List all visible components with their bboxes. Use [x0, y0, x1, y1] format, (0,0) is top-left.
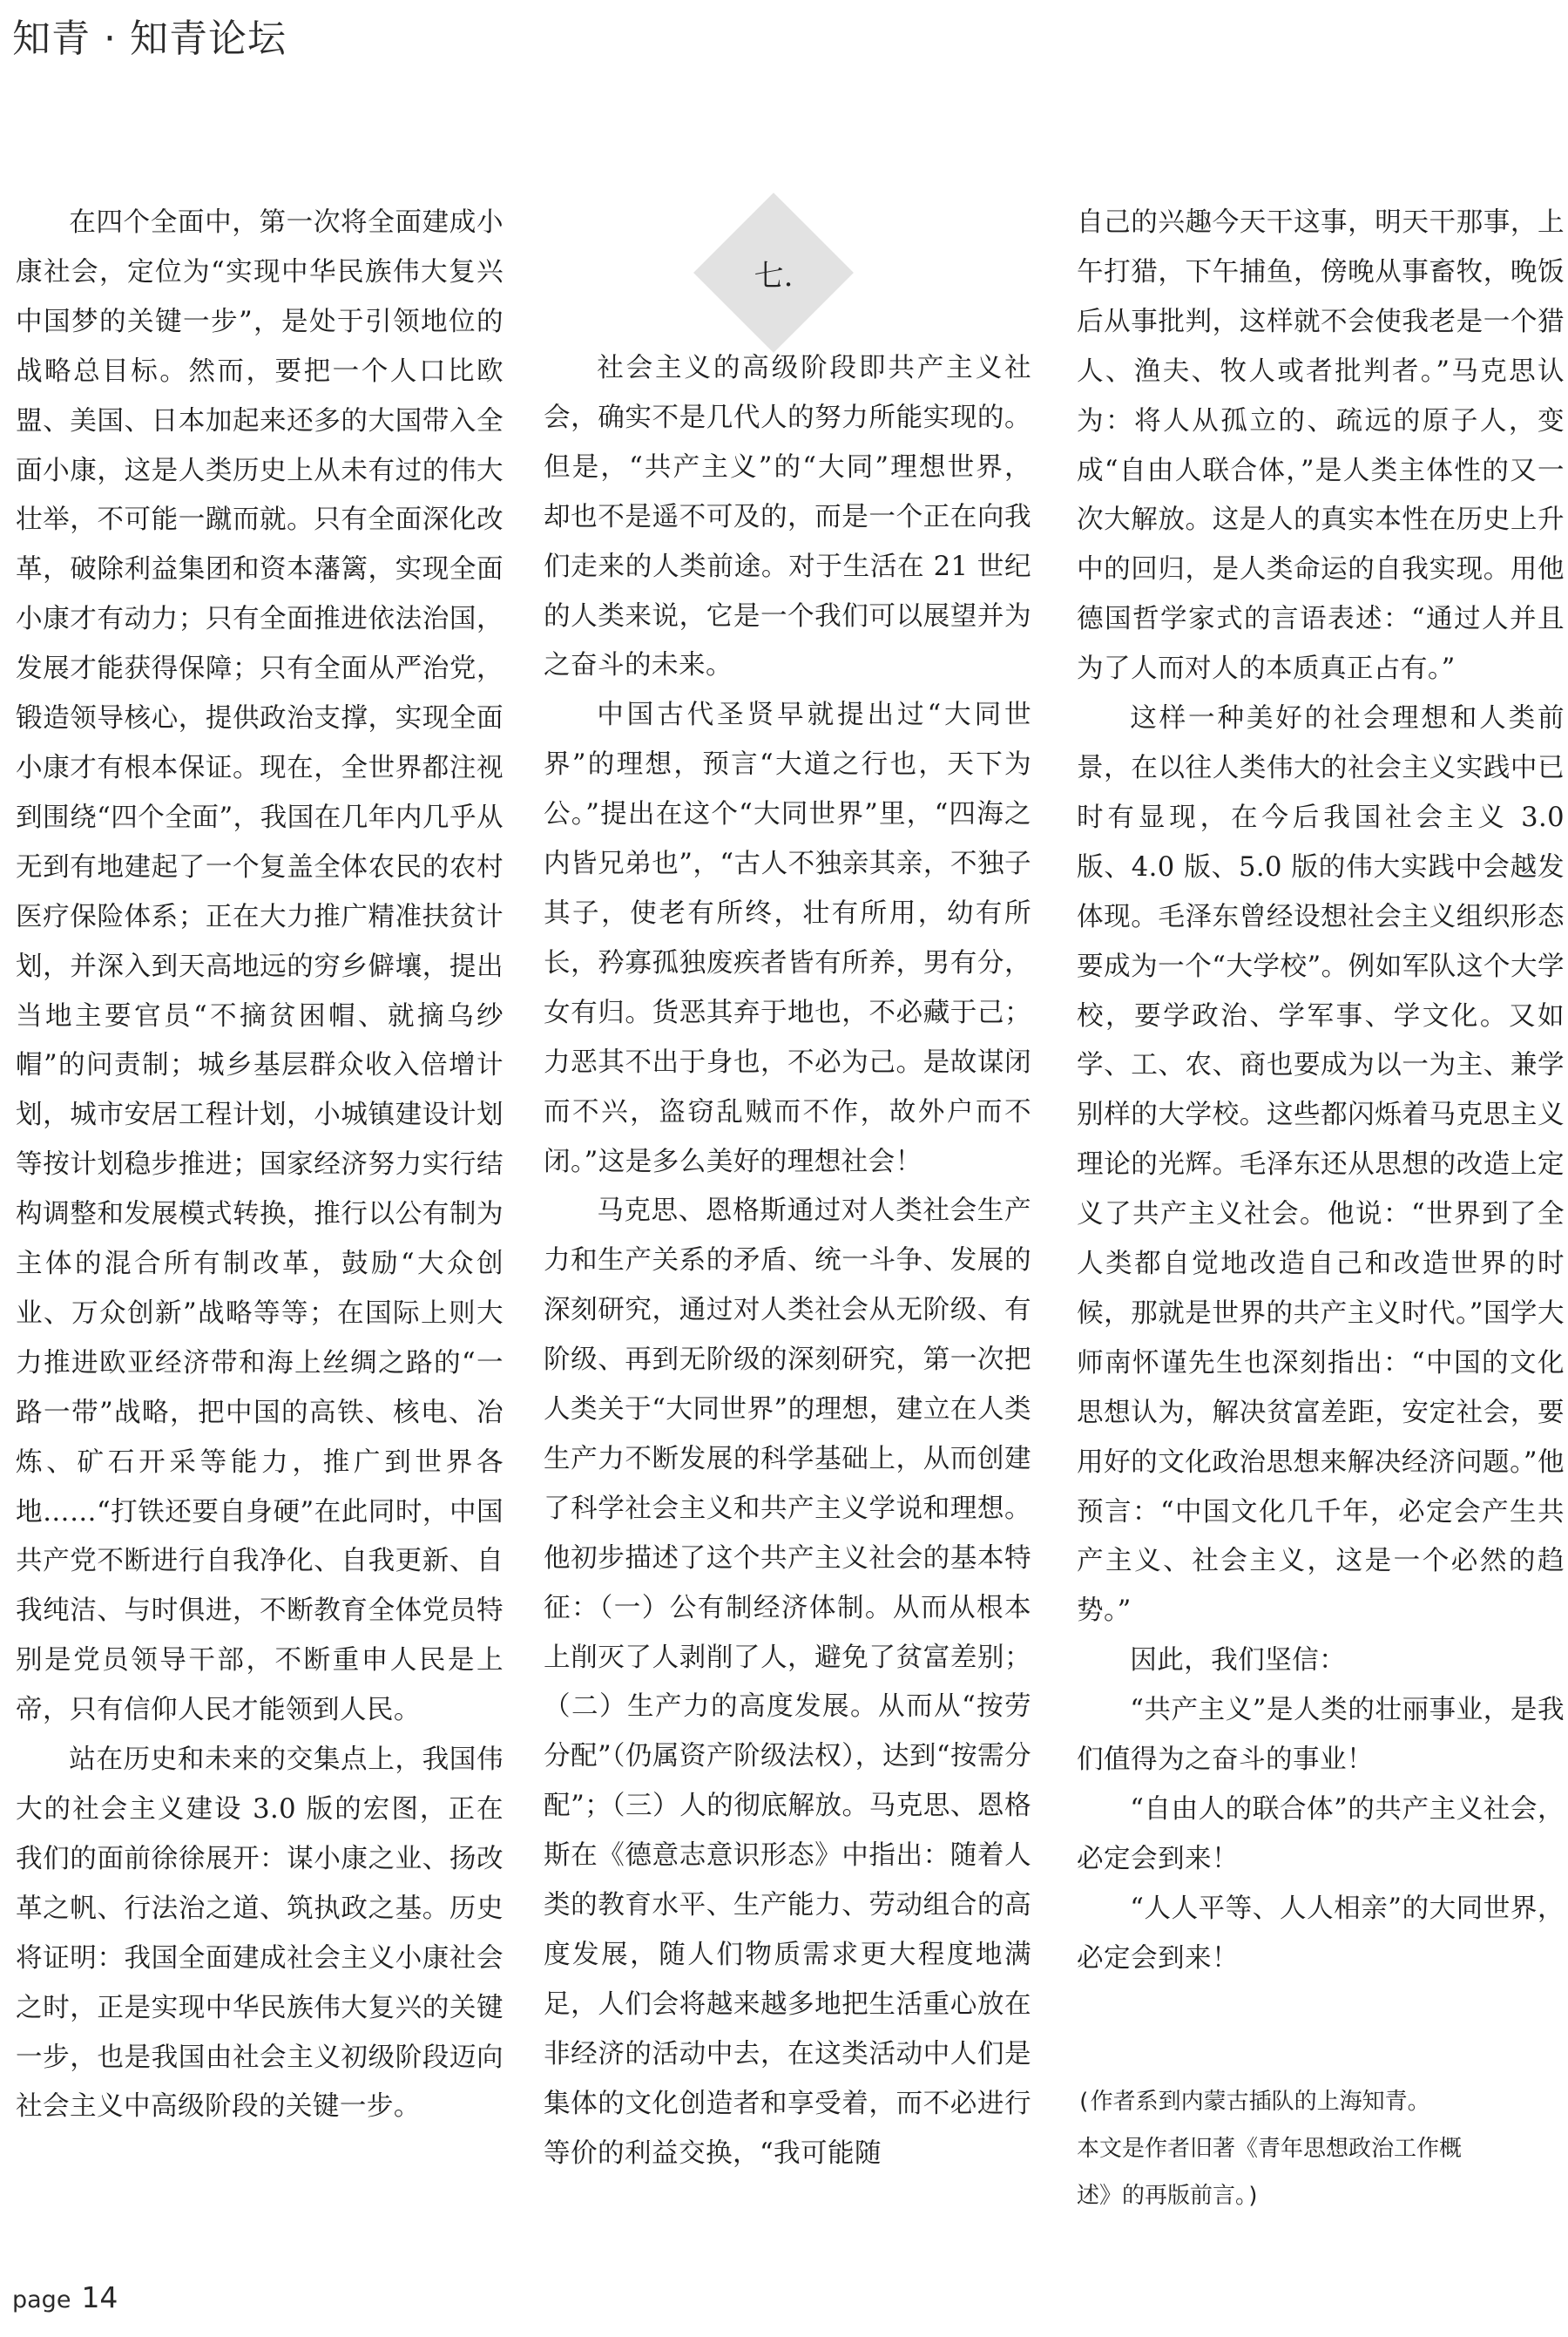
article-column-left: [16, 199, 504, 2132]
author-note: [1077, 2078, 1565, 2219]
paragraph: “自由人的联合体”的共产主义社会，必定会到来！: [1077, 1794, 1565, 1874]
section-number: 七.: [754, 258, 794, 294]
paragraph: 自己的兴趣今天干这事，明天干那事，上午打猎，下午捕鱼，傍晚从事畜牧，晚饭后从事批判，这样就不会使我老是一个猎人、渔夫、牧人或者批判者。”马克思认为：将人从孤立的、疏远的原子人，变成“自由人联合体，”是人类主体性的又一次大解放。这是人的真实本性在历史上升中的回归，是人类命运的自我实现。用他德国哲学家式的言语表述：“通过人并且为了人而对人的本质真正占有。”: [1077, 207, 1565, 685]
paragraph: 马克思、恩格斯通过对人类社会生产力和生产关系的矛盾、统一斗争、发展的深刻研究，通过对人类社会从无阶级、有阶级、再到无阶级的深刻研究，第一次把人类关于“大同世界”的理想，建立在人类生产力不断发展的科学基础上，从而创建了科学社会主义和共产主义学说和理想。他初步描述了这个共产主义社会的基本特征：（一）公有制经济体制。从而从根本上削灭了人剥削了人，避免了贫富差别；（二）生产力的高度发展。从而从“按劳分配”（仍属资产阶级法权），达到“按需分配”；（三）人的彻底解放。马克思、恩格斯在《德意志意识形态》中指出：随着人类的教育水平、生产能力、劳动组合的高度发展，随人们物质需求更大程度地满足，人们会将越来越多地把生活重心放在非经济的活动中去，在这类活动中人们是集体的文化创造者和享受着，而不必进行等价的利益交换，“我可能随: [544, 1196, 1031, 2169]
page-number: 14: [81, 2280, 118, 2314]
page-label: page: [12, 2286, 71, 2313]
paragraph: 因此，我们坚信：: [1130, 1645, 1347, 1677]
author-note-line: 本文是作者旧著《青年思想政治工作概: [1077, 2136, 1463, 2162]
paragraph: 中国古代圣贤早就提出过“大同世界”的理想，预言“大道之行也，天下为公。”提出在这个“大同世界”里，“四海之内皆兄弟也”，“古人不独亲其亲，不独子其子，使老有所终，壮有所用，幼有所长，矜寡孤独废疾者皆有所养，男有分，女有归。货恶其弃于地也，不必藏于己；力恶其不出于身也，不必为己。是故谋闭而不兴，盗窃乱贼而不作，故外户而不闭。”这是多么美好的理想社会！: [544, 700, 1031, 1177]
author-note-line: 述》的再版前言。): [1077, 2183, 1260, 2209]
paragraph: 这样一种美好的社会理想和人类前景，在以往人类伟大的社会主义实践中已时有显现，在今后我国社会主义 3.0 版、4.0 版、5.0 版的伟大实践中会越发体现。毛泽东曾经设想社会主义组织形态要成为一个“大学校”。例如军队这个大学校，要学政治、学军事、学文化。又如学、工、农、商也要成为以一为主、兼学别样的大学校。这些都闪烁着马克思主义理论的光辉。毛泽东还从思想的改造上定义了共产主义社会。他说：“世界到了全人类都自觉地改造自己和改造世界的时候，那就是世界的共产主义时代。”国学大师南怀谨先生也深刻指出：“中国的文化思想认为，解决贫富差距，安定社会，要用好的文化政治思想来解决经济问题。”他预言：“中国文化几千年，必定会产生共产主义、社会主义，这是一个必然的趋势。”: [1077, 703, 1565, 1627]
paragraph: 社会主义的高级阶段即共产主义社会，确实不是几代人的努力所能实现的。但是，“共产主义”的“大同”理想世界，却也不是遥不可及的，而是一个正在向我们走来的人类前途。对于生活在 21 世纪的人类来说，它是一个我们可以展望并为之奋斗的未来。: [544, 353, 1031, 681]
paragraph: “共产主义”是人类的壮丽事业，是我们值得为之奋斗的事业！: [1077, 1695, 1565, 1776]
paragraph: 在四个全面中，第一次将全面建成小康社会，定位为“实现中华民族伟大复兴中国梦的关键一步”，是处于引领地位的战略总目标。然而，要把一个人口比欧盟、美国、日本加起来还多的大国带入全面小康，这是人类历史上从未有过的伟大壮举，不可能一蹴而就。只有全面深化改革，破除利益集团和资本藩篱，实现全面小康才有动力；只有全面推进依法治国，发展才能获得保障；只有全面从严治党，锻造领导核心，提供政治支撑，实现全面小康才有根本保证。现在，全世界都注视到围绕“四个全面”，我国在几年内几乎从无到有地建起了一个复盖全体农民的农村医疗保险体系；正在大力推广精准扶贫计划，并深入到天高地远的穷乡僻壤，提出当地主要官员“不摘贫困帽、就摘乌纱帽”的问责制；城乡基层群众收入倍增计划，城市安居工程计划，小城镇建设计划等按计划稳步推进；国家经济努力实行结构调整和发展模式转换，推行以公有制为主体的混合所有制改革，鼓励“大众创业、万众创新”战略等等；在国际上则大力推进欧亚经济带和海上丝绸之路的“一路一带”战略，把中国的高铁、核电、冶炼、矿石开采等能力，推广到世界各地……“打铁还要自身硬”在此同时，中国共产党不断进行自我净化、自我更新、自我纯洁、与时俱进，不断教育全体党员特别是党员领导干部，不断重申人民是上帝，只有信仰人民才能领到人民。: [16, 207, 504, 1726]
author-note-line: (作者系到内蒙古插队的上海知青。: [1077, 2089, 1430, 2115]
page-footer: [12, 2280, 118, 2314]
page-header-title: 知青 · 知青论坛: [12, 17, 287, 61]
paragraph: “人人平等、人人相亲”的大同世界，必定会到来！: [1077, 1893, 1565, 1974]
paragraph: 站在历史和未来的交集点上，我国伟大的社会主义建设 3.0 版的宏图，正在我们的面前徐徐展开：谋小康之业、扬改革之帆、行法治之道、筑执政之基。历史将证明：我国全面建成社会主义小康社会之时，正是实现中华民族伟大复兴的关键一步，也是我国由社会主义初级阶段迈向社会主义中高级阶段的关键一步。: [16, 1744, 504, 2123]
article-column-middle: [544, 344, 1031, 2179]
article-column-right: [1077, 199, 1565, 1984]
